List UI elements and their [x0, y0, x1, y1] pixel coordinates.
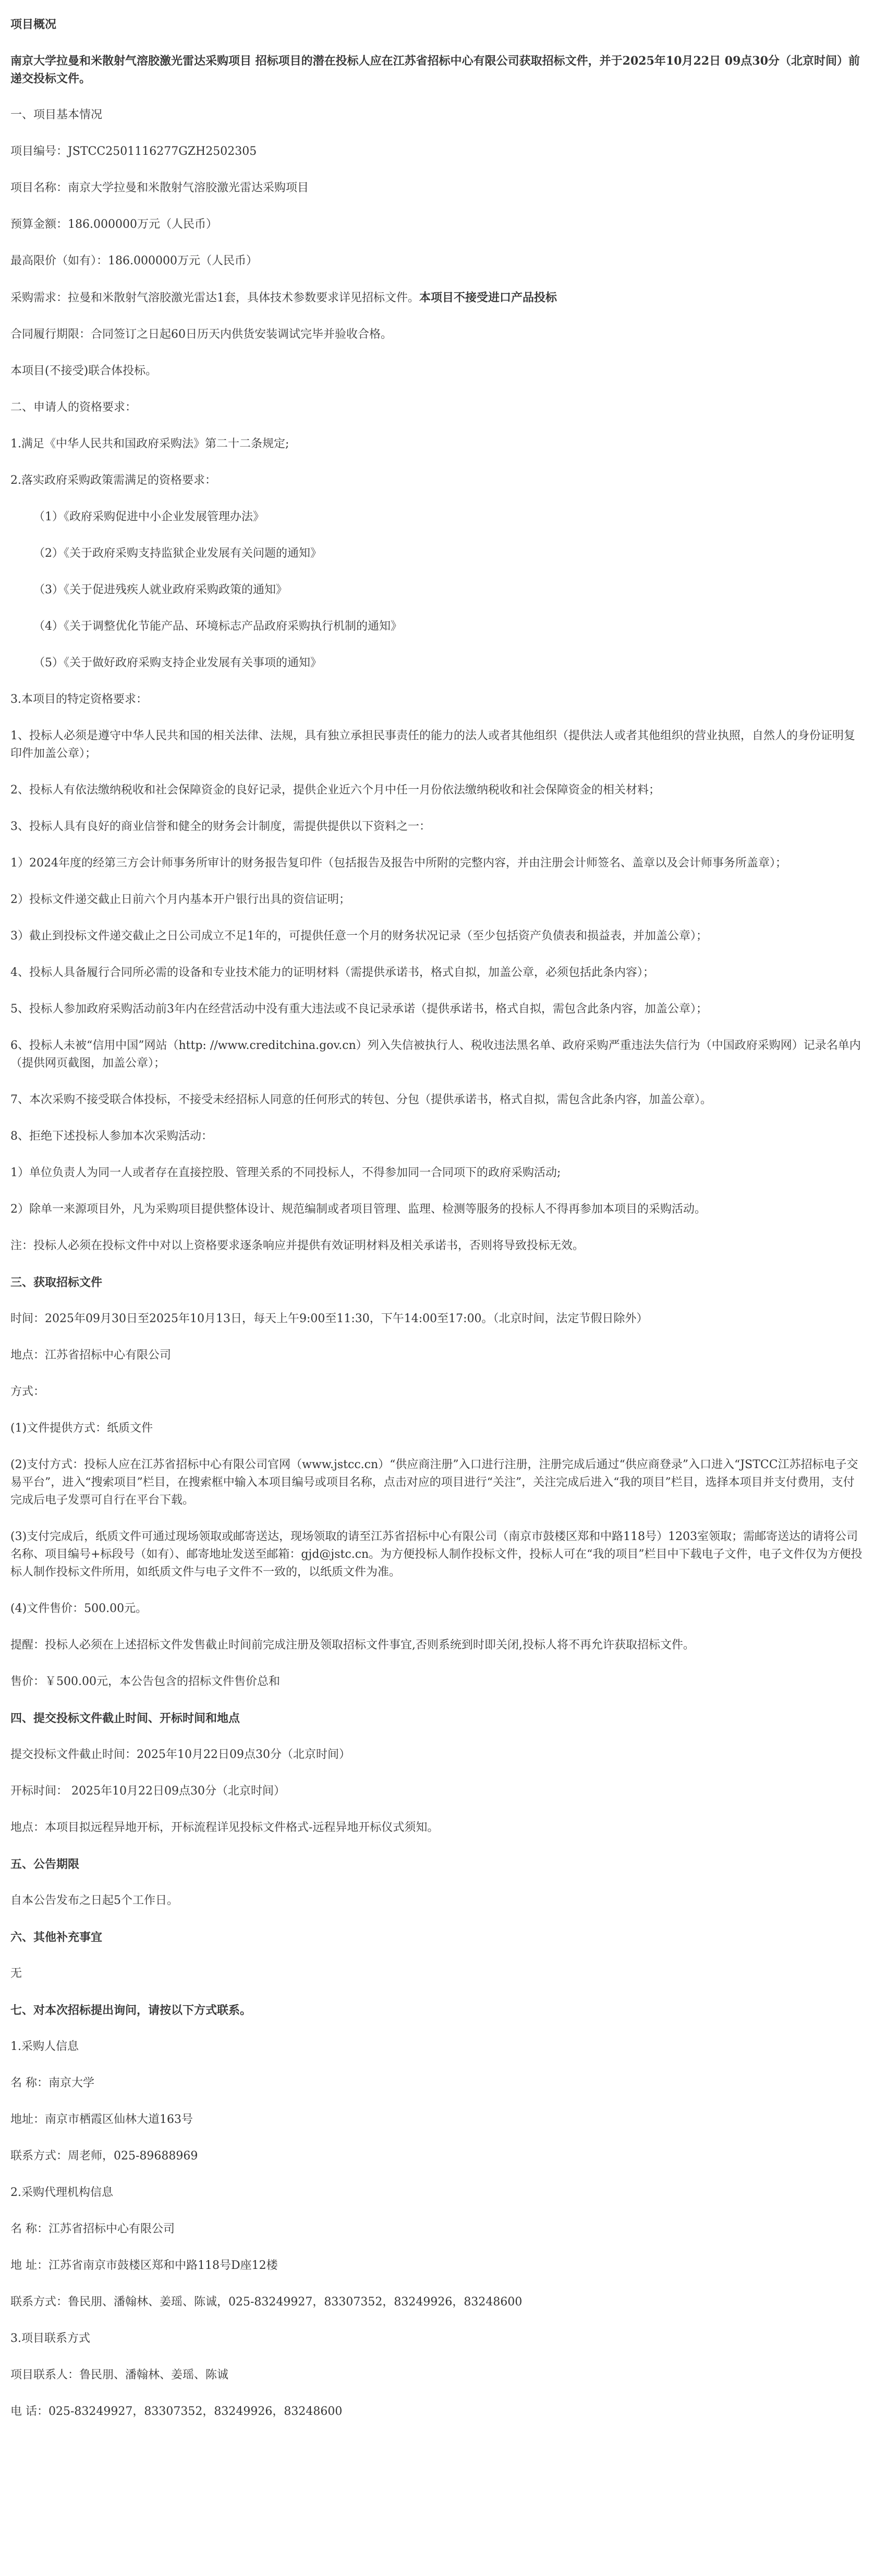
document-method: (1)文件提供方式：纸质文件: [10, 1422, 153, 1435]
bid-opening-time: 开标时间： 2025年10月22日09点30分（北京时间）: [10, 1785, 285, 1798]
qualification-item-1: 1.满足《中华人民共和国政府采购法》第二十二条规定;: [10, 437, 289, 450]
project-number: 项目编号：JSTCC2501116277GZH2502305: [10, 145, 257, 158]
qualification-item-3: 3.本项目的特定资格要求：: [10, 693, 148, 706]
section-6-heading: 六、其他补充事宜: [10, 1931, 103, 1944]
agency-contact: 联系方式：鲁民朋、潘翰林、姜瑶、陈诚，025-83249927，83307352，83249926，83248600: [10, 2296, 522, 2309]
section-7-heading: 七、对本次招标提出询问，请按以下方式联系。: [10, 2004, 252, 2017]
rejection-rule: 2）除单一来源项目外，凡为采购项目提供整体设计、规范编制或者项目管理、监理、检测等服务的投标人不得再参加本项目的采购活动。: [10, 1203, 707, 1216]
section-4-heading: 四、提交投标文件截止时间、开标时间和地点: [10, 1712, 240, 1725]
policy-item: （2）《关于政府采购支持监狱企业发展有关问题的通知》: [33, 547, 322, 560]
specific-requirement: 6、投标人未被“信用中国”网站（http: //www.creditchina.gov.cn）列入失信被执行人、税收违法黑名单、政府采购严重违法失信行为（中国政府采购网）记录名单内（提供网页截图，加盖公章）；: [10, 1039, 861, 1070]
registration-reminder: 提醒：投标人必须在上述招标文件发售截止时间前完成注册及领取招标文件事宜,否则系统到时即关闭,投标人将不再允许获取招标文件。: [10, 1639, 695, 1652]
supplementary-matters: 无: [10, 1967, 22, 1980]
specific-requirement: 8、拒绝下述投标人参加本次采购活动：: [10, 1130, 213, 1143]
procurement-requirement-text: 采购需求：拉曼和米散射气溶胶激光雷达1套，具体技术参数要求详见招标文件。: [10, 291, 419, 304]
purchaser-name: 名 称：南京大学: [10, 2077, 94, 2090]
agency-address: 地 址：江苏省南京市鼓楼区郑和中路118号D座12楼: [10, 2259, 278, 2272]
specific-requirement: 3、投标人具有良好的商业信誉和健全的财务会计制度，需提供提供以下资料之一：: [10, 820, 431, 833]
purchaser-address: 地址：南京市栖霞区仙林大道163号: [10, 2113, 193, 2126]
specific-requirement: 4、投标人具备履行合同所必需的设备和专业技术能力的证明材料（需提供承诺书，格式自拟，加盖公章，必须包括此条内容）；: [10, 966, 655, 979]
bid-opening-place: 地点：本项目拟远程异地开标，开标流程详见投标文件格式-远程异地开标仪式须知。: [10, 1821, 439, 1834]
purchaser-contact: 联系方式：周老师，025-89688969: [10, 2150, 198, 2163]
financial-proof-option: 1）2024年度的经第三方会计师事务所审计的财务报告复印件（包括报告及报告中所附的完整内容，并由注册会计师签名、盖章以及会计师事务所盖章）；: [10, 857, 787, 870]
document-place: 地点：江苏省招标中心有限公司: [10, 1349, 172, 1362]
announcement-period: 自本公告发布之日起5个工作日。: [10, 1894, 178, 1907]
specific-requirement: 5、投标人参加政府采购活动前3年内在经营活动中没有重大违法或不良记录承诺（提供承诺书，格式自拟，需包含此条内容，加盖公章）；: [10, 1003, 708, 1016]
document-method: (2)支付方式：投标人应在江苏省招标中心有限公司官网（www.jstcc.cn）“供应商注册”入口进行注册，注册完成后通过“供应商登录”入口进入“JSTCC江苏招标电子交易平台”，进入“搜索项目”栏目，在搜索框中输入本项目编号或项目名称，点击对应的项目进行“关注”，关注完成后进入“我的项目”栏目，选择本项目并支付费用，支付完成后电子发票可自行在平台下载。: [10, 1458, 858, 1507]
specific-requirement: 7、本次采购不接受联合体投标，不接受未经招标人同意的任何形式的转包、分包（提供承诺书，格式自拟，需包含此条内容，加盖公章）。: [10, 1093, 712, 1106]
document-method: (4)文件售价：500.00元。: [10, 1602, 148, 1615]
no-import-notice: 本项目不接受进口产品投标: [419, 291, 557, 304]
project-name: 项目名称：南京大学拉曼和米散射气溶胶激光雷达采购项目: [10, 181, 309, 194]
agency-name: 名 称：江苏省招标中心有限公司: [10, 2223, 175, 2236]
document-price: 售价：￥500.00元，本公告包含的招标文件售价总和: [10, 1675, 280, 1688]
max-price: 最高限价（如有）：186.000000万元（人民币）: [10, 254, 258, 267]
specific-requirement: 2、投标人有依法缴纳税收和社会保障资金的良好记录，提供企业近六个月中任一月份依法缴纳税收和社会保障资金的相关材料；: [10, 784, 661, 797]
purchaser-info-title: 1.采购人信息: [10, 2040, 79, 2053]
policy-item: （4）《关于调整优化节能产品、环境标志产品政府采购执行机制的通知》: [33, 620, 402, 633]
procurement-requirement: [10, 289, 865, 307]
section-1-heading: 一、项目基本情况: [10, 108, 103, 121]
bid-deadline: 提交投标文件截止时间：2025年10月22日09点30分（北京时间）: [10, 1748, 350, 1761]
qualification-item-2: 2.落实政府采购政策需满足的资格要求：: [10, 474, 216, 487]
qualification-note: 注：投标人必须在投标文件中对以上资格要求逐条响应并提供有效证明材料及相关承诺书，否则将导致投标无效。: [10, 1239, 585, 1252]
financial-proof-option: 2）投标文件递交截止日前六个月内基本开户银行出具的资信证明；: [10, 893, 350, 906]
section-2-heading: 二、申请人的资格要求：: [10, 401, 137, 414]
financial-proof-option: 3）截止到投标文件递交截止之日公司成立不足1年的，可提供任意一个月的财务状况记录（至少包括资产负债表和损益表，并加盖公章）；: [10, 930, 708, 943]
project-contacts: 项目联系人：鲁民朋、潘翰林、姜瑶、陈诚: [10, 2369, 229, 2382]
budget-amount: 预算金额：186.000000万元（人民币）: [10, 218, 217, 231]
contact-phone: 电 话：025-83249927，83307352，83249926，83248600: [10, 2405, 343, 2418]
policy-item: （3）《关于促进残疾人就业政府采购政策的通知》: [33, 583, 287, 596]
contract-period: 合同履行期限：合同签订之日起60日历天内供货安装调试完毕并验收合格。: [10, 328, 392, 341]
overview-text: 南京大学拉曼和米散射气溶胶激光雷达采购项目 招标项目的潜在投标人应在江苏省招标中心有限公司获取招标文件，并于2025年10月22日 09点30分（北京时间）前递交投标文件。: [10, 54, 860, 86]
joint-bid-note: 本项目(不接受)联合体投标。: [10, 364, 157, 377]
document-method-label: 方式：: [10, 1385, 45, 1398]
agency-info-title: 2.采购代理机构信息: [10, 2186, 113, 2199]
policy-item: （1）《政府采购促进中小企业发展管理办法》: [33, 510, 264, 523]
document-method: (3)支付完成后，纸质文件可通过现场领取或邮寄送达，现场领取的请至江苏省招标中心有限公司（南京市鼓楼区郑和中路118号）1203室领取；需邮寄送达的请将公司名称、项目编号+标段号（如有）、邮寄地址发送至邮箱：gjd@jstc.cn。为方便投标人制作投标文件，投标人可在“我的项目”栏目中下载电子文件，电子文件仅为方便投标人制作投标文件所用，如纸质文件与电子文件不一致的，以纸质文件为准。: [10, 1530, 862, 1579]
section-5-heading: 五、公告期限: [10, 1858, 80, 1871]
project-contact-title: 3.项目联系方式: [10, 2332, 90, 2345]
overview-title: 项目概况: [10, 18, 57, 31]
rejection-rule: 1）单位负责人为同一人或者存在直接控股、管理关系的不同投标人，不得参加同一合同项下的政府采购活动;: [10, 1166, 561, 1179]
document-time: 时间：2025年09月30日至2025年10月13日，每天上午9:00至11:30，下午14:00至17:00。（北京时间，法定节假日除外）: [10, 1312, 648, 1325]
policy-item: （5）《关于做好政府采购支持企业发展有关事项的通知》: [33, 656, 322, 669]
section-3-heading: 三、获取招标文件: [10, 1276, 103, 1289]
specific-requirement: 1、投标人必须是遵守中华人民共和国的相关法律、法规，具有独立承担民事责任的能力的法人或者其他组织（提供法人或者其他组织的营业执照，自然人的身份证明复印件加盖公章）；: [10, 729, 856, 760]
